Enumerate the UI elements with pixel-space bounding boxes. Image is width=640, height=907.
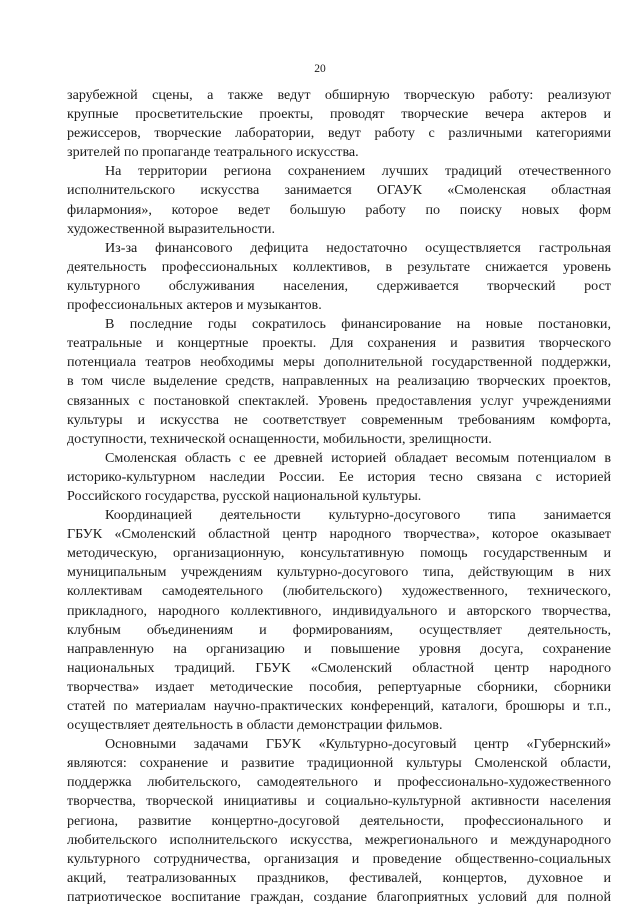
text-line: Координацией деятельности культурно-досугового типа занимается xyxy=(105,507,611,524)
text-line: акций, театрализованных праздников, фестивалей, концертов, духовное и xyxy=(67,869,611,886)
text-line: любительского исполнительского искусства, межрегионального и международного xyxy=(67,831,611,848)
paragraph xyxy=(67,449,611,506)
text-line: Смоленская область с ее древней историей обладает весомым потенциалом в xyxy=(105,449,611,466)
text-line: творчества, творческой инициативы и социально-культурной активности населения xyxy=(67,793,611,810)
text-line: деятельность профессиональных коллективов, в результате снижается уровень xyxy=(67,258,611,275)
text-line: муниципальным учреждениям культурно-досугового типа, действующим в них xyxy=(67,564,611,581)
text-line: клубным объединениям и формированиям, осуществляет деятельность, xyxy=(67,621,611,638)
text-line: крупные просветительские проекты, проводят творческие вечера актеров и xyxy=(67,106,611,123)
text-line: патриотическое воспитание граждан, создание благоприятных условий для полной xyxy=(67,888,611,905)
text-line: Основными задачами ГБУК «Культурно-досуговый центр «Губернский» xyxy=(105,736,611,753)
paragraph xyxy=(67,315,611,449)
paragraph xyxy=(67,86,611,162)
text-line: зарубежной сцены, а также ведут обширную творческую работу: реализуют xyxy=(67,87,611,103)
text-line: прикладного, народного коллективного, индивидуального и авторского творчества, xyxy=(67,602,611,619)
text-line: культурного сотрудничества, организация и проведение общественно-социальных xyxy=(67,850,611,867)
text-line: в том числе выделение средств, направленных на реализацию творческих проектов, xyxy=(67,373,611,390)
text-line: поддержка любительского, самодеятельного и профессионально-художественного xyxy=(67,774,611,791)
text-line: статей по материалам научно-практических конференций, каталоги, брошюры и т.п., xyxy=(67,698,611,714)
text-line: методическую, организационную, консультативную помощь государственным и xyxy=(67,545,611,562)
text-line: культурного обслуживания населения, сдерживается творческий рост xyxy=(67,277,611,294)
text-line: режиссеров, творческие лаборатории, ведут работу с различными категориями xyxy=(67,125,611,142)
text-line: театральные и концертные проекты. Для сохранения и развития творческого xyxy=(67,335,611,352)
text-line: национальных традиций. ГБУК «Смоленский областной центр народного xyxy=(67,659,611,676)
body-text xyxy=(67,86,611,907)
text-line: зрителей по пропаганде театрального искусства. xyxy=(67,144,359,161)
paragraph xyxy=(67,506,611,735)
text-line: На территории региона сохранением лучших традиций отечественного xyxy=(105,163,611,180)
text-line: потенциала театров необходимы меры дополнительной государственной поддержки, xyxy=(67,354,611,371)
paragraph xyxy=(67,162,611,238)
text-line: профессиональных актеров и музыкантов. xyxy=(67,297,322,314)
text-line: культуры и искусства не соответствует современным требованиям комфорта, xyxy=(67,411,611,428)
text-line: региона, развитие концертно-досуговой деятельности, профессионального и xyxy=(67,812,611,829)
text-line: являются: сохранение и развитие традиционной культуры Смоленской области, xyxy=(67,755,611,772)
text-line: ГБУК «Смоленский областной центр народного творчества», которое оказывает xyxy=(67,526,611,543)
text-line: направленную на организацию и повышение уровня досуга, сохранение xyxy=(67,640,611,657)
text-line: коллективам самодеятельного (любительского) художественного, технического, xyxy=(67,583,611,600)
text-line: историко-культурном наследии России. Ее история тесно связана с историей xyxy=(67,468,611,485)
text-line: творчества» издает методические пособия, репертуарные сборники, сборники xyxy=(67,678,611,695)
paragraph xyxy=(67,239,611,315)
text-line: Из-за финансового дефицита недостаточно осуществляется гастрольная xyxy=(105,239,611,256)
text-line: исполнительского искусства занимается ОГАУК «Смоленская областная xyxy=(67,182,611,199)
text-line: осуществляет деятельность в области демонстрации фильмов. xyxy=(67,717,443,734)
page-number: 20 xyxy=(314,63,326,75)
text-line: Российского государства, русской национальной культуры. xyxy=(67,487,422,504)
text-line: филармония», которое ведет большую работу по поиску новых форм xyxy=(67,201,611,218)
text-line: художественной выразительности. xyxy=(67,220,275,237)
text-line: В последние годы сократилось финансирование на новые постановки, xyxy=(105,316,611,333)
paragraph xyxy=(67,735,611,907)
text-line: связанных с постановкой спектаклей. Уровень предоставления услуг учреждениями xyxy=(67,392,611,409)
text-line: доступности, технической оснащенности, мобильности, зрелищности. xyxy=(67,430,492,447)
